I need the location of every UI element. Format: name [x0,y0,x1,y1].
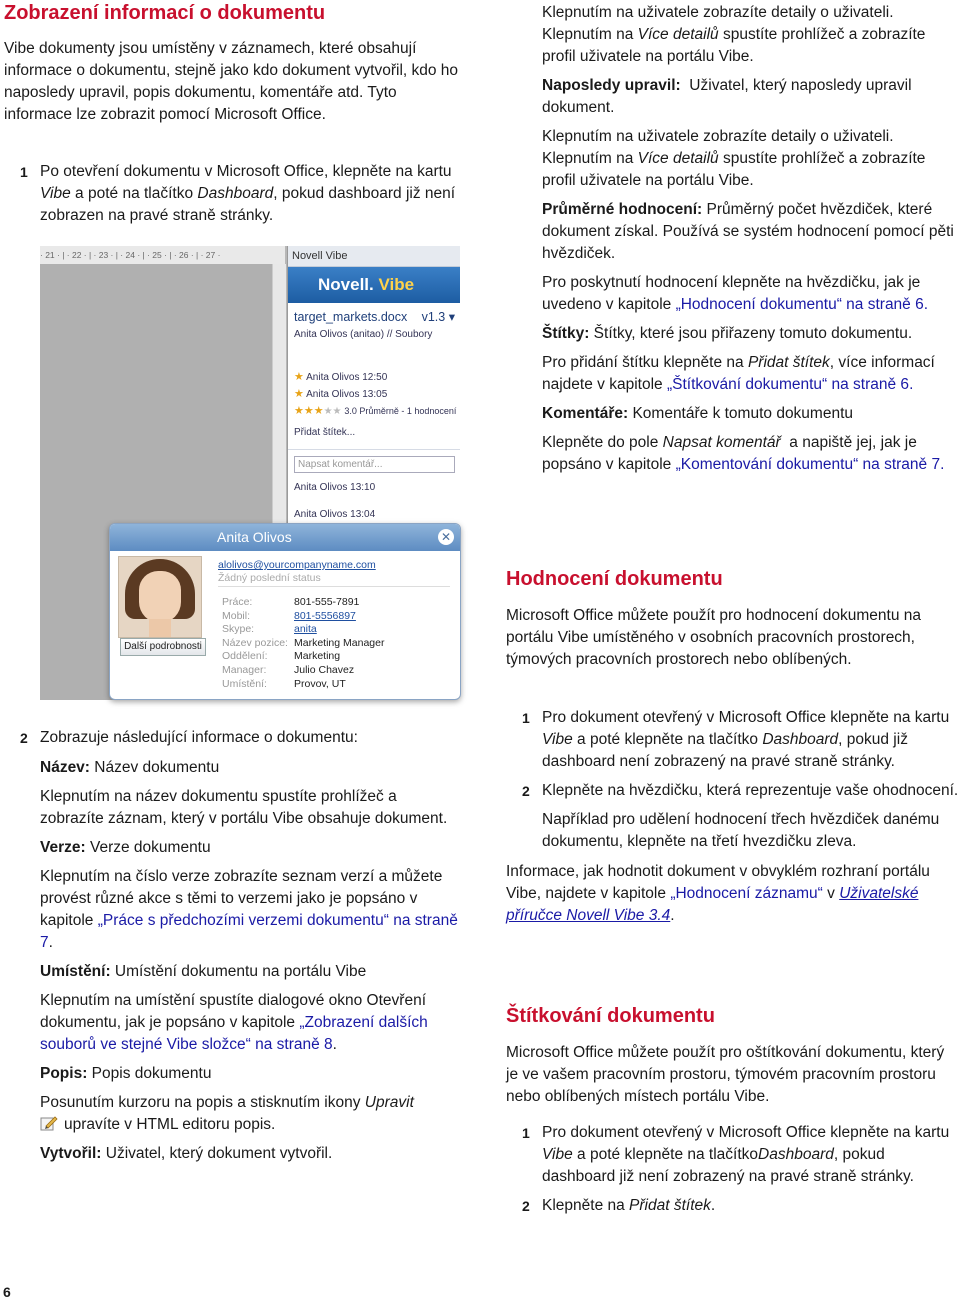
rating-example: Například pro udělení hodnocení třech hvězdiček danému dokumentu, klepněte na třetí hvezdičku zleva. [542,811,940,850]
field-row: Umístění: Provov, UT [222,677,346,690]
user-status: Žádný poslední status [218,570,450,587]
close-icon[interactable]: ✕ [438,529,454,545]
modified-by-row[interactable]: ★ Anita Olivos 13:05 [294,388,388,400]
tagging-step-1: 1 Pro dokument otevřený v Microsoft Office klepněte na kartu Vibe a poté klepněte na tlačítkoDashboard, pokud dashboard již není zobrazený na pravé straně stránky. [522,1124,950,1185]
rating-stars-icon: ★★★ [294,405,324,417]
pane-title: Novell Vibe [288,246,460,267]
field-comments: Komentáře: Komentáře k tomuto dokumentu [542,405,854,422]
right-column-top [542,2,958,476]
field-row: Mobil: 801-5556897 [222,609,356,622]
field-rating: Průměrné hodnocení: Průměrný počet hvězdiček, které dokument získal. Používá se systém hodnocení pomocí pěti hvězdiček. [542,201,954,262]
comment-row[interactable]: Anita Olivos 13:10 [294,482,376,493]
link-user-guide[interactable]: Uživatelské příručce Novell Vibe 3.4 [506,885,919,924]
section-title-rating: Hodnocení dokumentu [506,568,723,590]
rating-steps [506,707,960,927]
field-location: Umístění: Umístění dokumentu na portálu Vibe [40,963,367,980]
rating-more-info: Informace, jak hodnotit dokument v obvyklém rozhraní portálu Vibe, najdete v kapitole „Hodnocení záznamu“ v Uživatelské příručce Novell Vibe 3.4. [506,863,930,924]
link-other-files[interactable]: „Zobrazení dalších souborů ve stejné Vibe složce“ na straně 8 [40,1014,428,1053]
field-location-desc: Klepnutím na umístění spustíte dialogové okno Otevření dokumentu, jak je popsáno v kapitole „Zobrazení dalších souborů ve stejné Vibe složce“ na straně 8. [40,992,428,1053]
link-commenting[interactable]: „Komentování dokumentu“ na straně 7 [675,456,941,473]
section-title-document-info: Zobrazení informací o dokumentu [4,2,326,24]
field-name-desc: Klepnutím na název dokumentu spustíte prohlížeč a zobrazíte záznam, který v portálu Vibe obsahuje dokument. [40,788,448,827]
field-version: Verze: Verze dokumentu [40,839,211,856]
document-name-link[interactable]: target_markets.docx v1.3 ▾ [294,310,455,324]
tagging-steps [506,1122,960,1217]
tagging-intro: Microsoft Office můžete použít pro oštítkování dokumentu, který je ve vašem pracovním prostoru, týmovém pracovním prostoru nebo oblíbených místech portálu Vibe. [506,1044,945,1105]
field-row: Práce: 801-555-7891 [222,596,360,608]
field-row: Skype: anita [222,623,317,636]
link-rating-entry[interactable]: „Hodnocení záznamu“ [670,885,823,902]
document-scrollbar[interactable] [272,264,286,524]
field-version-desc: Klepnutím na číslo verze zobrazíte seznam verzí a můžete provést různé akce s těmi to verzemi jako je popsáno v kapitole „Práce s předchozími verzemi dokumentu“ na straně 7. [40,868,458,951]
tagging-step-2: 2 Klepněte na Přidat štítek. [522,1197,716,1214]
user-card-name: Anita Olivos [110,524,460,551]
intro-paragraph: Vibe dokumenty jsou umístěny v záznamech, které obsahují informace o dokumentu, stejně jako kdo dokument vytvořil, kdo ho naposledy upravil, popis dokumentu, komentáře atd. Tyto informace lze zobrazit pomocí Microsoft Office. [4,40,459,123]
user-click-desc: Klepnutím na uživatele zobrazíte detaily o uživateli. Klepnutím na Více detailů spustíte prohlížeč a zobrazíte profil uživatele na portálu Vibe. [542,4,926,65]
rating-row[interactable]: ★★★★★ 3.0 Průměrně - 1 hodnocení [294,405,457,417]
link-rating[interactable]: „Hodnocení dokumentu“ na straně 6 [675,296,924,313]
section-title-tagging: Štítkování dokumentu [506,1005,715,1027]
field-row: Oddělení: Marketing [222,650,341,663]
field-description-desc: Posunutím kurzoru na popis a stisknutím ikony Upravit upravíte v HTML editoru popis. [40,1094,414,1133]
step-2-details [40,757,460,1165]
page-number: 6 [3,1284,11,1300]
link-previous-versions[interactable]: „Práce s předchozími verzemi dokumentu“ na straně 7 [40,912,458,951]
step-1: 1 Po otevření dokumentu v Microsoft Office, klepněte na kartu Vibe a poté na tlačítko Dashboard, pokud dashboard již není zobrazen na pravé straně stránky. [20,163,456,224]
rating-intro: Microsoft Office můžete použít pro hodnocení dokumentu na portálu Vibe umístěného v osobních pracovních prostorech, týmových pracovních prostorech nebo oblíbených. [506,607,922,668]
rating-step-1: 1 Pro dokument otevřený v Microsoft Office klepněte na kartu Vibe a poté klepněte na tlačítko Dashboard, pokud již dashboard není zobrazený na pravé straně stránky. [522,709,950,770]
link-tagging[interactable]: „Štítkování dokumentu“ na straně 6 [666,376,910,393]
comment-row[interactable]: Anita Olivos 13:04 [294,509,376,520]
field-description: Popis: Popis dokumentu [40,1065,212,1082]
rating-step-2: 2 Klepněte na hvězdičku, která reprezentuje vaše ohodnocení. [522,782,959,799]
field-name: Název: Název dokumentu [40,759,220,776]
user-click-desc-2: Klepnutím na uživatele zobrazíte detaily o uživateli. Klepnutím na Více detailů spustíte prohlížeč a zobrazíte profil uživatele na portálu Vibe. [542,128,926,189]
more-details-button[interactable]: Další podrobnosti [120,638,206,656]
edit-icon [40,1114,58,1132]
field-created-by: Vytvořil: Uživatel, který dokument vytvořil. [40,1145,333,1162]
field-tags-desc: Pro přidání štítku klepněte na Přidat štítek, více informací najdete v kapitole „Štítkování dokumentu“ na straně 6. [542,354,935,393]
avatar [118,556,202,638]
user-email-link[interactable]: alolivos@yourcompanyname.com [218,559,376,571]
field-modified-by: Naposledy upravil: Uživatel, který naposledy upravil dokument. [542,77,916,116]
field-rating-desc: Pro poskytnutí hodnocení klepněte na hvězdičku, jak je uvedeno v kapitole „Hodnocení dokumentu“ na straně 6. [542,274,929,313]
field-row: Manager: Julio Chavez [222,663,355,676]
field-tags: Štítky: Štítky, které jsou přiřazeny tomuto dokumentu. [542,325,913,342]
document-location-link[interactable]: Anita Olivos (anitao) // Soubory [294,329,433,340]
user-fields [222,596,384,691]
step-number: 2 [20,730,28,746]
user-profile-card [109,523,461,700]
add-tag-link[interactable]: Přidat štítek... [294,427,356,438]
field-row: Název pozice: Marketing Manager [222,636,385,649]
step-number: 1 [20,164,28,180]
step-2: 2 Zobrazuje následující informace o dokumentu: [4,727,462,749]
novell-vibe-logo: Novell. Vibe [288,267,460,303]
created-by-row[interactable]: ★ Anita Olivos 12:50 [294,371,388,383]
version-link[interactable]: v1.3 ▾ [421,310,455,324]
ruler: · 21 · | · 22 · | · 23 · | · 24 · | · 25 · | · 26 · | · 27 · [40,246,285,265]
comment-input[interactable]: Napsat komentář... [294,456,455,473]
field-comments-desc: Klepněte do pole Napsat komentář a napiště jej, jak je popsáno v kapitole „Komentování dokumentu“ na straně 7. [542,434,945,473]
